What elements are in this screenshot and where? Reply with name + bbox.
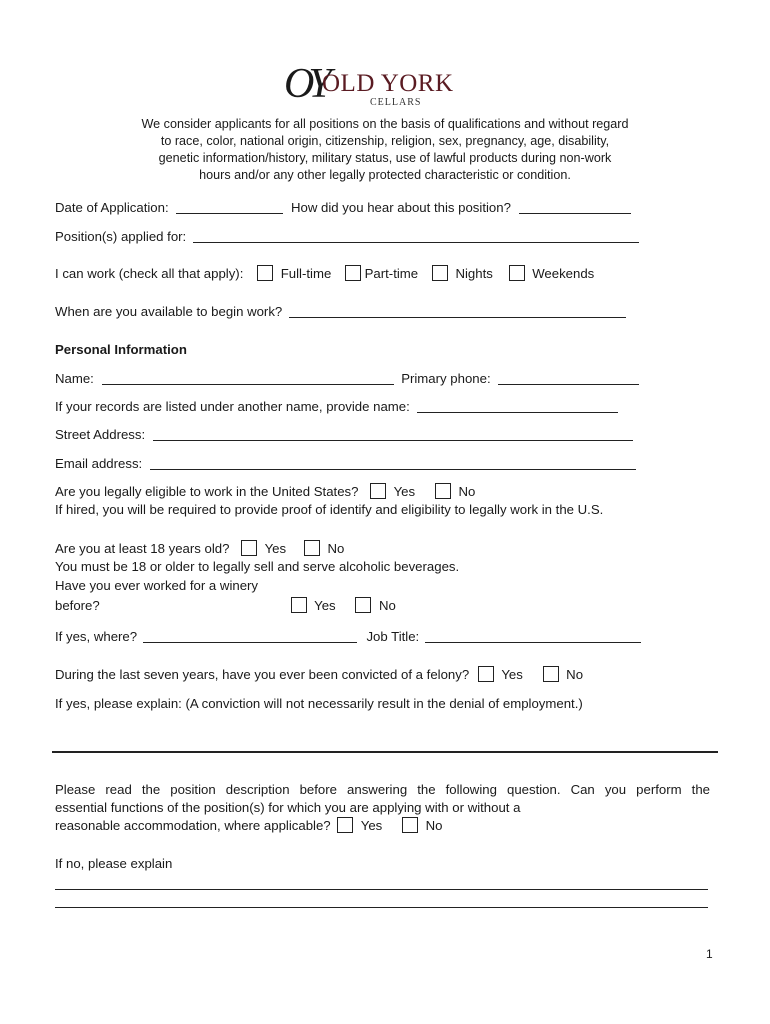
work-label: I can work (check all that apply): <box>55 266 244 281</box>
where-field[interactable] <box>143 628 357 643</box>
available-field[interactable] <box>289 303 626 318</box>
winery-no-checkbox[interactable] <box>355 597 371 613</box>
hear-field[interactable] <box>519 199 631 214</box>
street-label: Street Address: <box>55 427 146 442</box>
date-label: Date of Application: <box>55 200 169 215</box>
name-field[interactable] <box>102 370 394 385</box>
felony-yes-label: Yes <box>501 667 523 682</box>
eeo-line: We consider applicants for all positions on the basis of qualifications and without regard <box>141 117 629 131</box>
job-title-field[interactable] <box>425 628 641 643</box>
other-name-label: If your records are listed under another name, provide name: <box>55 399 410 414</box>
phone-label: Primary phone: <box>401 371 491 386</box>
age-row <box>55 540 344 556</box>
age-yes-label: Yes <box>264 541 287 556</box>
age-yes-checkbox[interactable] <box>241 540 257 556</box>
other-name-field[interactable] <box>417 398 618 413</box>
eeo-line: hours and/or any other legally protected characteristic or condition. <box>199 168 571 182</box>
logo-subtitle: CELLARS <box>370 97 422 108</box>
accommodation-yes-label: Yes <box>360 818 383 833</box>
logo-monogram: OY <box>284 61 326 107</box>
eligible-yes-checkbox[interactable] <box>370 483 386 499</box>
accommodation-row <box>55 817 710 835</box>
felony-yes-checkbox[interactable] <box>478 666 494 682</box>
winery-question-line2: before? <box>55 598 100 613</box>
winery-yes-label: Yes <box>314 598 336 613</box>
parttime-label: Part-time <box>364 266 419 281</box>
accommodation-no-checkbox[interactable] <box>402 817 418 833</box>
date-field[interactable] <box>176 199 283 214</box>
age-no-label: No <box>327 541 345 556</box>
company-logo <box>284 61 484 112</box>
positions-row <box>55 228 639 244</box>
personal-info-heading: Personal Information <box>55 342 187 357</box>
weekends-label: Weekends <box>532 266 595 281</box>
position-description-question <box>55 781 710 835</box>
eligible-note: If hired, you will be required to provide proof of identify and eligibility to legally work in the U.S. <box>55 502 604 517</box>
available-label: When are you available to begin work? <box>55 304 283 319</box>
email-field[interactable] <box>150 455 636 470</box>
eeo-line: to race, color, national origin, citizenship, religion, sex, pregnancy, age, disability, <box>160 134 610 148</box>
accommodation-yes-checkbox[interactable] <box>337 817 353 833</box>
other-name-row <box>55 398 618 414</box>
eligible-row <box>55 483 475 499</box>
winery-row <box>55 597 396 613</box>
section-divider <box>52 751 718 753</box>
felony-no-checkbox[interactable] <box>543 666 559 682</box>
street-field[interactable] <box>153 426 633 441</box>
age-note: You must be 18 or older to legally sell and serve alcoholic beverages. <box>55 559 460 574</box>
felony-explain: If yes, please explain: (A conviction will not necessarily result in the denial of employment.) <box>55 696 583 711</box>
work-options-row <box>55 265 594 281</box>
fulltime-checkbox[interactable] <box>257 265 273 281</box>
name-row <box>55 370 639 386</box>
nights-label: Nights <box>455 266 493 281</box>
hear-label: How did you hear about this position? <box>290 200 511 215</box>
weekends-checkbox[interactable] <box>509 265 525 281</box>
positions-field[interactable] <box>193 228 639 243</box>
nights-checkbox[interactable] <box>432 265 448 281</box>
eligible-no-checkbox[interactable] <box>435 483 451 499</box>
eligible-no-label: No <box>458 484 476 499</box>
email-label: Email address: <box>55 456 143 471</box>
eeo-line: genetic information/history, military status, use of lawful products during non-work <box>158 151 612 165</box>
position-desc-line: reasonable accommodation, where applicable? <box>55 818 331 833</box>
parttime-checkbox[interactable] <box>345 265 361 281</box>
explain-line-2[interactable] <box>55 907 708 908</box>
felony-question: During the last seven years, have you ever been convicted of a felony? <box>55 667 470 682</box>
where-row <box>55 628 641 644</box>
age-no-checkbox[interactable] <box>304 540 320 556</box>
age-question: Are you at least 18 years old? <box>55 541 230 556</box>
available-row <box>55 303 626 319</box>
logo-name: OLD YORK <box>322 70 454 97</box>
positions-label: Position(s) applied for: <box>55 229 187 244</box>
winery-question-line1: Have you ever worked for a winery <box>55 578 259 593</box>
if-no-label: If no, please explain <box>55 856 173 871</box>
email-row <box>55 455 636 471</box>
felony-row <box>55 666 583 682</box>
name-label: Name: <box>55 371 94 386</box>
position-desc-line: essential functions of the position(s) for which you are applying with or without a <box>55 800 521 815</box>
job-title-label: Job Title: <box>366 629 420 644</box>
winery-no-label: No <box>378 598 396 613</box>
accommodation-no-label: No <box>425 818 443 833</box>
winery-yes-checkbox[interactable] <box>291 597 307 613</box>
eeo-statement <box>100 116 670 184</box>
explain-line-1[interactable] <box>55 889 708 890</box>
felony-no-label: No <box>566 667 584 682</box>
eligible-question: Are you legally eligible to work in the United States? <box>55 484 359 499</box>
eligible-yes-label: Yes <box>393 484 416 499</box>
street-row <box>55 426 633 442</box>
page-number: 1 <box>706 947 713 961</box>
date-row <box>55 199 631 215</box>
where-label: If yes, where? <box>55 629 138 644</box>
position-desc-line: Please read the position description before answering the following question. Can you perform the <box>55 782 710 797</box>
phone-field[interactable] <box>498 370 639 385</box>
fulltime-label: Full-time <box>280 266 332 281</box>
